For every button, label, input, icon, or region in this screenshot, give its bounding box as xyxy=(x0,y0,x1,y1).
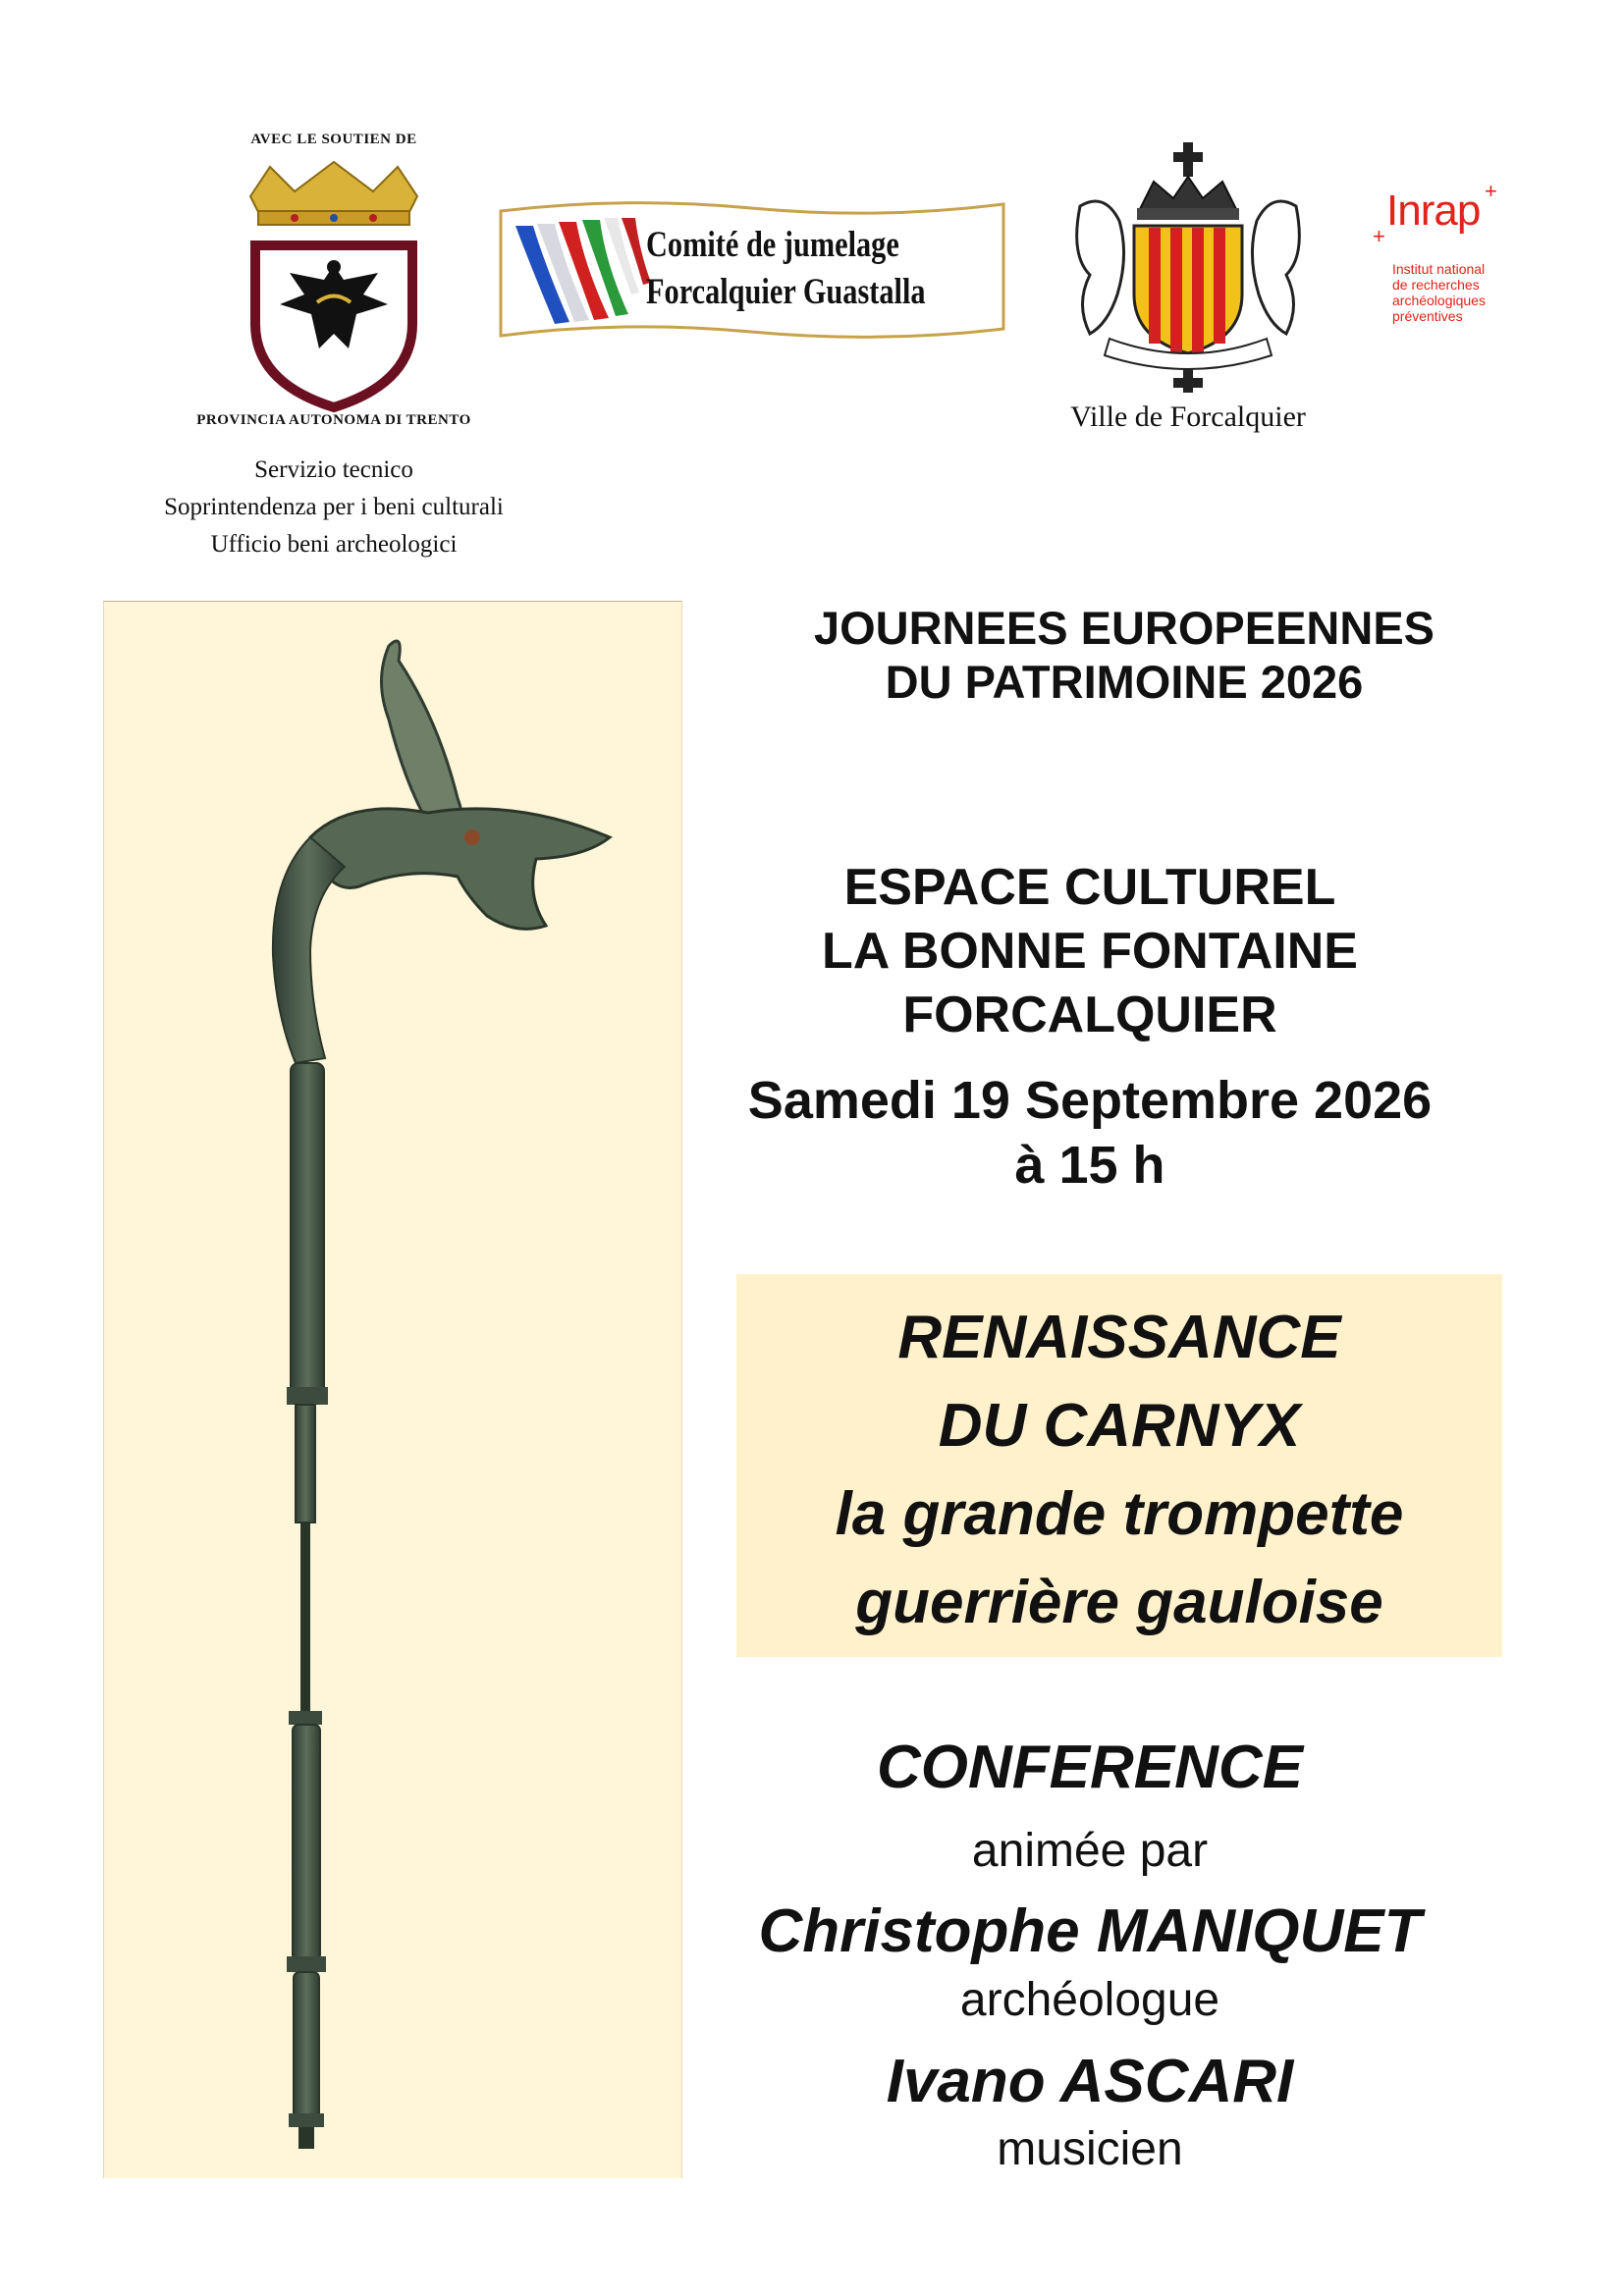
jumelage-line: Forcalquier Guastalla xyxy=(646,272,926,312)
speaker-role: musicien xyxy=(997,2123,1183,2175)
service-line: Servizio tecnico xyxy=(254,456,413,483)
jumelage-text xyxy=(646,222,926,316)
forcalquier-crest-icon xyxy=(1060,137,1316,393)
title-line: guerrière gauloise xyxy=(855,1569,1383,1636)
venue xyxy=(727,856,1453,1047)
plus-mark-icon: + xyxy=(1485,179,1497,203)
venue-line: ESPACE CULTUREL xyxy=(843,859,1336,916)
trento-coat-of-arms-icon xyxy=(241,157,427,412)
time-line: à 15 h xyxy=(1014,1136,1165,1195)
inrap-logo: Inrap xyxy=(1386,187,1481,235)
carnyx-icon xyxy=(104,602,681,2178)
supported-by-label: AVEC LE SOUTIEN DE xyxy=(250,132,417,147)
event-date xyxy=(687,1068,1492,1198)
service-line: Soprintendenza per i beni culturali xyxy=(164,494,504,520)
speaker-name: Ivano ASCARI xyxy=(886,2048,1294,2115)
venue-line: LA BONNE FONTAINE xyxy=(822,923,1358,980)
province-label: PROVINCIA AUTONOMA DI TRENTO xyxy=(196,412,471,428)
event-name xyxy=(746,601,1502,709)
jumelage-line: Comité de jumelage xyxy=(646,225,899,265)
inrap-line: Institut national xyxy=(1392,261,1486,277)
title-line: DU CARNYX xyxy=(938,1392,1301,1460)
conference-title xyxy=(736,1294,1502,1647)
title-line: la grande trompette xyxy=(835,1480,1404,1548)
ville-label: Ville de Forcalquier xyxy=(1070,400,1306,433)
speaker-role: archéologue xyxy=(959,1974,1220,2026)
event-name-line: JOURNEES EUROPEENNES xyxy=(813,602,1435,654)
venue-line: FORCALQUIER xyxy=(902,987,1277,1043)
service-line: Ufficio beni archeologici xyxy=(210,531,458,558)
plus-mark-icon: + xyxy=(1373,224,1385,248)
title-line: RENAISSANCE xyxy=(897,1304,1341,1371)
conference-label: CONFERENCE xyxy=(876,1734,1304,1801)
event-name-line: DU PATRIMOINE 2026 xyxy=(885,656,1364,708)
inrap-line: archéologiques xyxy=(1392,293,1486,308)
service-lines xyxy=(98,452,569,563)
inrap-line: préventives xyxy=(1392,308,1463,324)
date-line: Samedi 19 Septembre 2026 xyxy=(747,1071,1433,1130)
carnyx-image-panel xyxy=(103,601,682,2178)
inrap-description xyxy=(1392,261,1540,324)
hosted-by-label: animée par xyxy=(971,1825,1209,1877)
speaker-name: Christophe MANIQUET xyxy=(758,1897,1422,1965)
inrap-line: de recherches xyxy=(1392,277,1480,293)
